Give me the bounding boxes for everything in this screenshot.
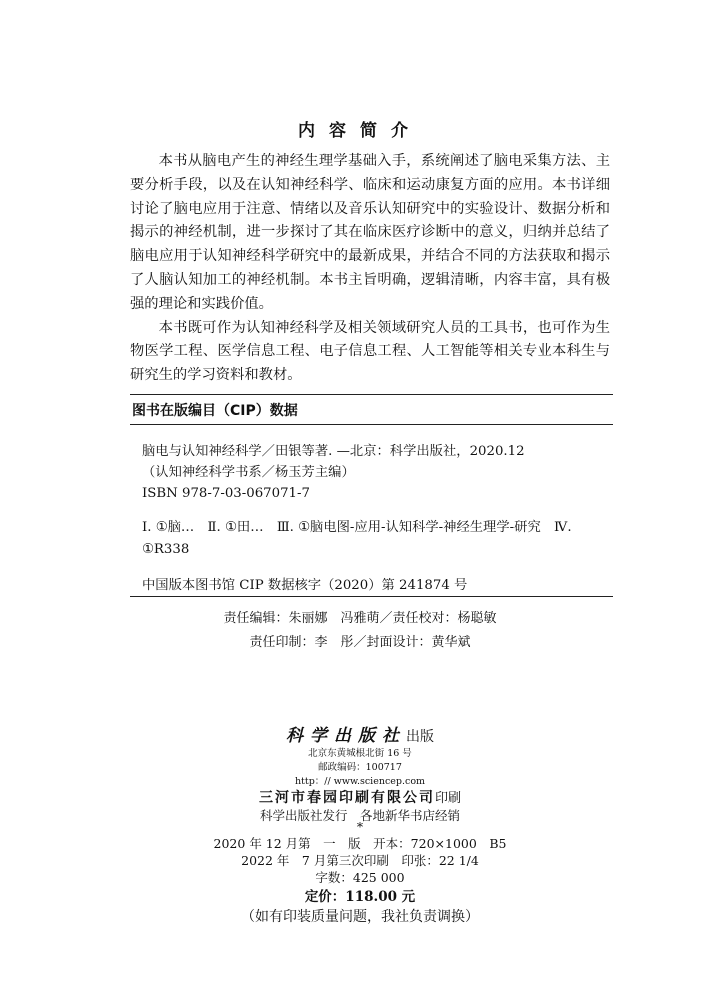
price: 定价：118.00 元 bbox=[304, 889, 416, 905]
printing-line: 2022 年 7 月第三次印刷 印张：22 1/4 bbox=[241, 853, 479, 868]
publisher-address: 北京东黄城根北街 16 号 bbox=[308, 748, 412, 759]
quality-notice: （如有印装质量问题，我社负责调换） bbox=[241, 909, 479, 925]
printer-logo: 三河市春园印刷有限公司 bbox=[258, 790, 435, 806]
cip-number: 中国版本图书馆 CIP 数据核字（2020）第 241874 号 bbox=[142, 578, 468, 593]
publisher-suffix: 出版 bbox=[406, 729, 434, 745]
colophon-separator: * bbox=[356, 819, 364, 834]
publisher-website: http：// www.sciencep.com bbox=[294, 776, 426, 787]
publisher-postcode: 邮政编码：100717 bbox=[318, 762, 402, 773]
printer-suffix: 印刷 bbox=[434, 791, 461, 806]
credits-production: 责任印制：李 彤／封面设计：黄华斌 bbox=[249, 635, 471, 650]
publisher-logo: 科学出版社 bbox=[286, 726, 406, 746]
edition-line: 2020 年 12 月第 一 版 开本：720×1000 B5 bbox=[213, 836, 507, 851]
cip-heading: 图书在版编目（CIP）数据 bbox=[132, 403, 298, 419]
distribution-line: 科学出版社发行 各地新华书店经销 bbox=[259, 808, 460, 823]
printer-line bbox=[0, 787, 720, 807]
publisher-line bbox=[0, 721, 720, 746]
cip-classification: Ⅰ. ①脑… Ⅱ. ①田… Ⅲ. ①脑电图-应用-认知科学-神经生理学-研究 Ⅳ. ①R338 bbox=[142, 520, 572, 557]
cip-bottom-rule bbox=[130, 596, 613, 597]
cip-record bbox=[142, 441, 612, 504]
book-summary bbox=[130, 150, 610, 388]
cip-top-rule bbox=[130, 394, 613, 395]
word-count: 字数：425 000 bbox=[315, 870, 405, 885]
cip-series-line: （认知神经科学书系／杨玉芳主编） bbox=[142, 465, 355, 480]
cip-heading-rule bbox=[130, 424, 613, 425]
section-title: 内容简介 bbox=[298, 121, 422, 141]
cip-title-line: 脑电与认知神经科学／田银等著. —北京：科学出版社，2020.12 bbox=[142, 444, 525, 459]
summary-paragraph-1: 本书从脑电产生的神经生理学基础入手，系统阐述了脑电采集方法、主要分析手段，以及在认知神经科学、临床和运动康复方面的应用。本书详细讨论了脑电应用于注意、情绪以及音乐认知研究中的实验设计、数据分析和揭示的神经机制，进一步探讨了其在临床医疗诊断中的意义，归纳并总结了脑电应用于认知神经科学研究中的最新成果，并结合不同的方法获取和揭示了人脑认知加工的神经机制。本书主旨明确，逻辑清晰，内容丰富，具有极强的理论和实践价值。 bbox=[130, 153, 610, 312]
cip-isbn-line: ISBN 978-7-03-067071-7 bbox=[142, 486, 310, 501]
credits-editors: 责任编辑：朱丽娜 冯雅萌／责任校对：杨聪敏 bbox=[223, 611, 497, 626]
summary-paragraph-2: 本书既可作为认知神经科学及相关领域研究人员的工具书，也可作为生物医学工程、医学信息工程、电子信息工程、人工智能等相关专业本科生与研究生的学习资料和教材。 bbox=[130, 319, 610, 384]
